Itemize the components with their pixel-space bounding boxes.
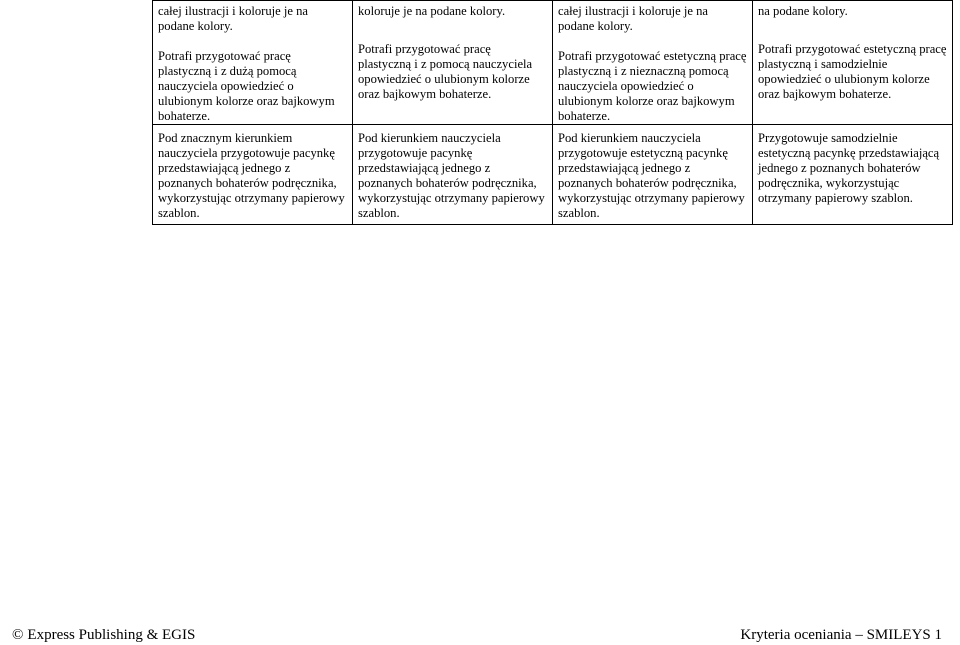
publisher-name: Express Publishing & EGIS [27,627,196,643]
cell-text: Potrafi przygotować estetyczną pracę plastyczną i z nieznaczną pomocą nauczyciela opowiedzieć o ulubionym kolorze oraz bajkowym bohaterze. [558,49,747,123]
cell-text: Pod kierunkiem nauczyciela przygotowuje estetyczną pacynkę przedstawiającą jednego z poznanych bohaterów podręcznika, wykorzystując otrzymany papierowy szablon. [558,131,745,220]
cell-text: całej ilustracji i koloruje je na podane kolory. [558,4,709,33]
table-cell [553,125,753,225]
footer-document-title: Kryteria oceniania – SMILEYS 1 [740,627,942,643]
cell-text: na podane kolory. [758,4,848,18]
footer-publisher [12,626,195,644]
table-row [153,125,953,225]
table-cell [153,125,353,225]
table-cell [553,1,753,125]
table-cell [153,1,353,125]
table-row [153,1,953,125]
table-cell [753,1,953,125]
cell-text: Przygotowuje samodzielnie estetyczną pacynkę przedstawiającą jednego z poznanych bohaterów podręcznika, wykorzystując otrzymany papierowy szablon. [758,131,940,205]
cell-text: Potrafi przygotować pracę plastyczną i z pomocą nauczyciela opowiedzieć o ulubionym kolorze oraz bajkowym bohaterze. [358,42,533,101]
cell-text: Pod kierunkiem nauczyciela przygotowuje pacynkę przedstawiającą jednego z poznanych bohaterów podręcznika, wykorzystując otrzymany papierowy szablon. [358,131,545,220]
table-cell [353,125,553,225]
criteria-table [152,0,953,225]
table-cell [753,125,953,225]
cell-text: Potrafi przygotować estetyczną pracę plastyczną i samodzielnie opowiedzieć o ulubionym kolorze oraz bajkowym bohaterze. [758,42,947,101]
cell-text: koloruje je na podane kolory. [358,4,506,18]
cell-text: całej ilustracji i koloruje je na podane kolory. [158,4,309,33]
cell-text: Pod znacznym kierunkiem nauczyciela przygotowuje pacynkę przedstawiającą jednego z poznanych bohaterów podręcznika, wykorzystując otrzymany papierowy szablon. [158,131,345,220]
table-cell [353,1,553,125]
cell-text: Potrafi przygotować pracę plastyczną i z dużą pomocą nauczyciela opowiedzieć o ulubionym kolorze oraz bajkowym bohaterze. [158,49,335,123]
copyright-icon: © [12,627,24,643]
